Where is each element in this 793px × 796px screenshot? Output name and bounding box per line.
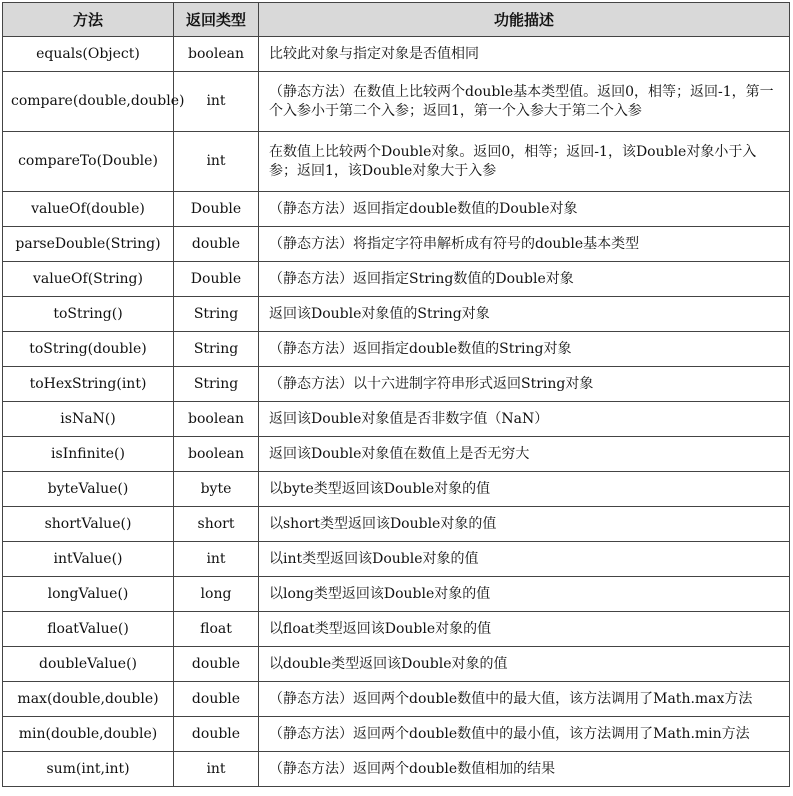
return-type-cell: long (174, 577, 259, 612)
method-cell: intValue() (3, 542, 174, 577)
method-cell: compareTo(Double) (3, 132, 174, 192)
description-cell: （静态方法）以十六进制字符串形式返回String对象 (259, 367, 790, 402)
description-cell: 在数值上比较两个Double对象。返回0，相等；返回-1，该Double对象小于入参；返回1，该Double对象大于入参 (259, 132, 790, 192)
description-cell: （静态方法）返回两个double数值相加的结果 (259, 752, 790, 787)
description-cell: 返回该Double对象值的String对象 (259, 297, 790, 332)
description-cell: 返回该Double对象值是否非数字值（NaN） (259, 402, 790, 437)
header-description: 功能描述 (259, 3, 790, 37)
method-cell: parseDouble(String) (3, 227, 174, 262)
return-type-cell: String (174, 367, 259, 402)
description-cell: 以double类型返回该Double对象的值 (259, 647, 790, 682)
return-type-cell: int (174, 132, 259, 192)
table-row (3, 402, 790, 437)
return-type-cell: float (174, 612, 259, 647)
table-row (3, 367, 790, 402)
method-cell: equals(Object) (3, 37, 174, 72)
double-methods-table (2, 2, 790, 787)
table-row (3, 612, 790, 647)
return-type-cell: boolean (174, 402, 259, 437)
table-row (3, 72, 790, 132)
description-cell: 比较此对象与指定对象是否值相同 (259, 37, 790, 72)
return-type-cell: double (174, 227, 259, 262)
table-row (3, 192, 790, 227)
description-cell: 以long类型返回该Double对象的值 (259, 577, 790, 612)
method-cell: min(double,double) (3, 717, 174, 752)
return-type-cell: byte (174, 472, 259, 507)
description-cell: （静态方法）返回指定double数值的String对象 (259, 332, 790, 367)
return-type-cell: short (174, 507, 259, 542)
table-row (3, 262, 790, 297)
method-cell: byteValue() (3, 472, 174, 507)
header-return-type: 返回类型 (174, 3, 259, 37)
method-cell: toString(double) (3, 332, 174, 367)
method-cell: toHexString(int) (3, 367, 174, 402)
description-cell: （静态方法）在数值上比较两个double基本类型值。返回0，相等；返回-1，第一个入参小于第二个入参；返回1，第一个入参大于第二个入参 (259, 72, 790, 132)
method-cell: sum(int,int) (3, 752, 174, 787)
method-cell: valueOf(double) (3, 192, 174, 227)
table-row (3, 682, 790, 717)
table-row (3, 297, 790, 332)
description-cell: （静态方法）返回两个double数值中的最大值，该方法调用了Math.max方法 (259, 682, 790, 717)
description-cell: 以int类型返回该Double对象的值 (259, 542, 790, 577)
return-type-cell: boolean (174, 437, 259, 472)
table-row (3, 472, 790, 507)
return-type-cell: double (174, 682, 259, 717)
method-cell: max(double,double) (3, 682, 174, 717)
description-cell: （静态方法）返回指定double数值的Double对象 (259, 192, 790, 227)
table-row (3, 507, 790, 542)
description-cell: （静态方法）返回指定String数值的Double对象 (259, 262, 790, 297)
return-type-cell: double (174, 647, 259, 682)
table-row (3, 752, 790, 787)
return-type-cell: int (174, 542, 259, 577)
method-cell: valueOf(String) (3, 262, 174, 297)
description-cell: 以float类型返回该Double对象的值 (259, 612, 790, 647)
return-type-cell: int (174, 72, 259, 132)
table-row (3, 717, 790, 752)
table-row (3, 647, 790, 682)
method-cell: doubleValue() (3, 647, 174, 682)
method-cell: floatValue() (3, 612, 174, 647)
header-row (3, 3, 790, 37)
table-row (3, 332, 790, 367)
description-cell: （静态方法）将指定字符串解析成有符号的double基本类型 (259, 227, 790, 262)
table-row (3, 227, 790, 262)
method-cell: toString() (3, 297, 174, 332)
method-cell: compare(double,double) (3, 72, 174, 132)
table-header (3, 3, 790, 37)
return-type-cell: Double (174, 192, 259, 227)
header-method: 方法 (3, 3, 174, 37)
return-type-cell: boolean (174, 37, 259, 72)
table-row (3, 577, 790, 612)
table-body (3, 37, 790, 787)
return-type-cell: Double (174, 262, 259, 297)
method-cell: shortValue() (3, 507, 174, 542)
table-row (3, 37, 790, 72)
description-cell: （静态方法）返回两个double数值中的最小值，该方法调用了Math.min方法 (259, 717, 790, 752)
return-type-cell: String (174, 332, 259, 367)
return-type-cell: String (174, 297, 259, 332)
return-type-cell: int (174, 752, 259, 787)
description-cell: 以short类型返回该Double对象的值 (259, 507, 790, 542)
return-type-cell: double (174, 717, 259, 752)
method-cell: longValue() (3, 577, 174, 612)
table-row (3, 437, 790, 472)
method-cell: isNaN() (3, 402, 174, 437)
method-cell: isInfinite() (3, 437, 174, 472)
description-cell: 返回该Double对象值在数值上是否无穷大 (259, 437, 790, 472)
table-row (3, 542, 790, 577)
description-cell: 以byte类型返回该Double对象的值 (259, 472, 790, 507)
table-row (3, 132, 790, 192)
